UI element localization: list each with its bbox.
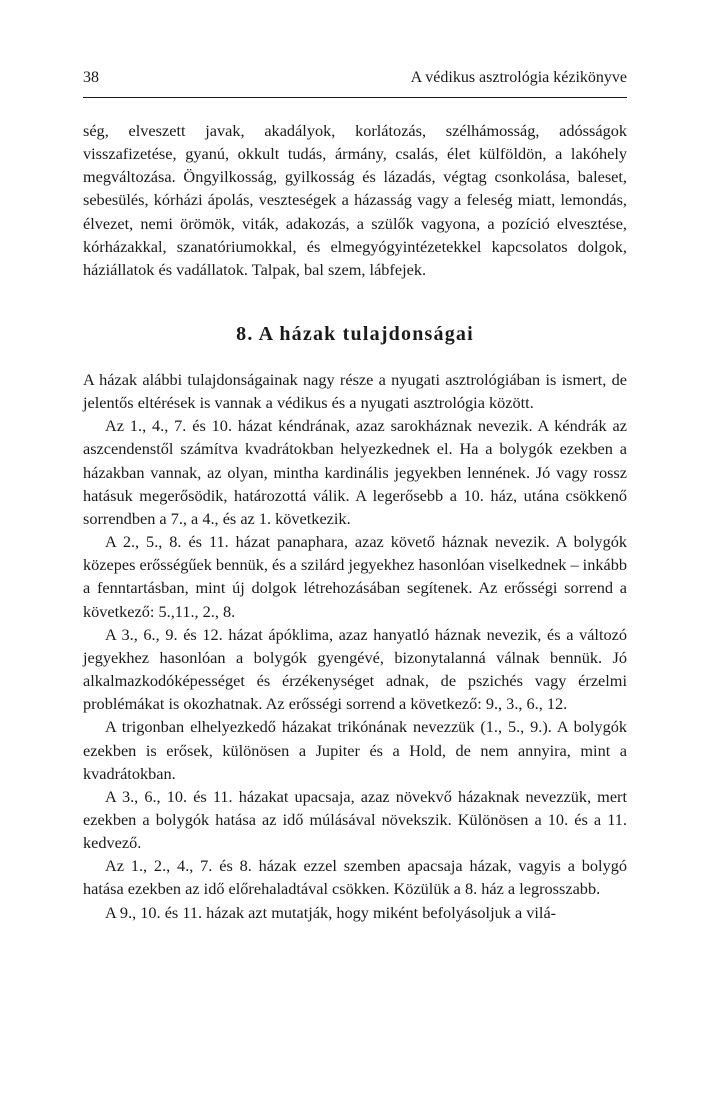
running-header xyxy=(83,66,627,90)
paragraph: A trigonban elhelyezkedő házakat trikónának nevezzük (1., 5., 9.). A bolygók ezekben is erősek, különösen a Jupiter és a Hold, de nem annyira, mint a kvadrátokban. xyxy=(83,717,627,783)
paragraph: Az 1., 2., 4., 7. és 8. házak ezzel szemben apacsaja házak, vagyis a bolygó hatása ezekben az idő előrehaladtával csökken. Közülük a 8. ház a legrosszabb. xyxy=(83,856,627,899)
paragraph: Az 1., 4., 7. és 10. házat kéndrának, azaz sarokháznak nevezik. A kéndrák az aszcendenstől számítva kvadrátokban helyezkednek el. Ha a bolygók ezekben a házakban vannak, az olyan, mintha kardinális jegyekben lennének. Jó vagy rossz hatásuk megerősödik, határozottá válik. A legerősebb a 10. ház, utána csökkenő sorrendben a 7., a 4., és az 1. következik. xyxy=(83,416,627,528)
paragraph: A 9., 10. és 11. házak azt mutatják, hogy miként befolyásoljuk a vilá- xyxy=(105,902,557,922)
continuation-paragraph: ség, elveszett javak, akadályok, korlátozás, szélhámosság, adósságok visszafizetése, gyanú, okkult tudás, ármány, csalás, élet külföldön, a lakóhely megváltozása. Öngyilkosság, gyilkosság és lázadás, végtag csonkolása, baleset, sebesülés, kórházi ápolás, veszteségek a házasság vagy a feleség miatt, lemondás, élvezet, nemi örömök, viták, adakozás, a szülők vagyona, a pozíció elvesztése, kórházakkal, szanatóriumokkal, és elmegyógyintézetekkel kapcsolatos dolgok, háziállatok és vadállatok. Talpak, bal szem, lábfejek. xyxy=(83,121,627,279)
section-body xyxy=(83,368,627,924)
continuation-text xyxy=(83,119,627,281)
section-heading: 8. A házak tulajdonságai xyxy=(236,323,474,345)
paragraph: A 2., 5., 8. és 11. házat panaphara, azaz követő háznak nevezik. A bolygók közepes erősségűek bennük, és a szilárd jegyekhez hasonlóan viselkednek – inkább a fenntartásban, mint új dolgok létrehozásában segítenek. Az erősségi sorrend a következő: 5.,11., 2., 8. xyxy=(83,532,627,621)
paragraph: A 3., 6., 9. és 12. házat ápóklima, azaz hanyatló háznak nevezik, és a változó jegyekhez hasonlóan a bolygók gyengévé, bizonytalanná válnak bennük. Jó alkalmazkodóképességet és érzékenységet adnak, de pszichés vagy érzelmi problémákat is okozhatnak. Az erősségi sorrend a következő: 9., 3., 6., 12. xyxy=(83,624,627,714)
running-title: A védikus asztrológia kézikönyve xyxy=(410,69,627,86)
page-number: 38 xyxy=(83,69,99,86)
header-rule xyxy=(83,97,627,98)
paragraph: A 3., 6., 10. és 11. házakat upacsaja, azaz növekvő házaknak nevezzük, mert ezekben a bolygók hatása az idő múlásával növekszik. Különösen a 10. és a 11. kedvező. xyxy=(83,786,627,853)
paragraph: A házak alábbi tulajdonságainak nagy része a nyugati asztrológiában is ismert, de jelentős eltérések is vannak a védikus és a nyugati asztrológia között. xyxy=(83,370,627,413)
